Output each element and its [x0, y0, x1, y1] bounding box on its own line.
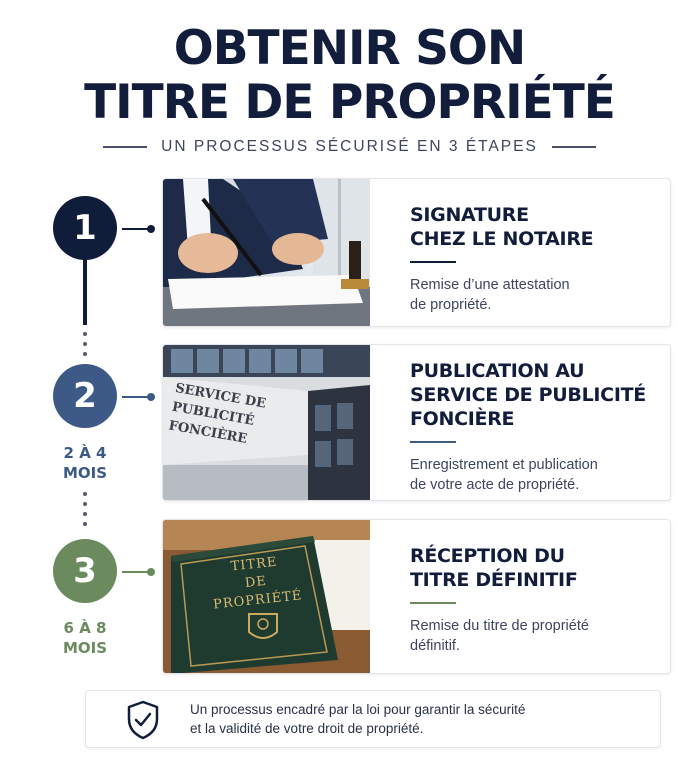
- step-1-number: 1: [53, 196, 117, 260]
- step-3-title: RÉCEPTION DU TITRE DÉFINITIF: [410, 545, 578, 591]
- timeline-dots-1: [83, 332, 87, 362]
- step-3-duration: 6 À 8 MOIS: [62, 619, 108, 657]
- book-cover-text: TITRE DE PROPRIÉTÉ: [212, 554, 304, 613]
- step-1-description: Remise d’une attestation de propriété.: [410, 277, 570, 313]
- step-2-number: 2: [53, 364, 117, 428]
- page-subtitle: UN PROCESSUS SÉCURISÉ EN 3 ÉTAPES: [161, 138, 538, 155]
- page-title-line-2: TITRE DE PROPRIÉTÉ: [84, 75, 615, 130]
- step-2-text: [410, 359, 660, 495]
- subtitle-divider-right: [552, 146, 596, 148]
- step-1-text: [410, 203, 660, 315]
- page-title-line-1: OBTENIR SON: [173, 21, 526, 76]
- subtitle-divider-left: [103, 146, 147, 148]
- step-3-number: 3: [53, 539, 117, 603]
- step-2-rule: [410, 441, 456, 443]
- step-3-connector: [122, 571, 152, 573]
- building-sign-text: SERVICE DE PUBLICITÉ FONCIÈRE: [167, 380, 268, 447]
- footer-text: Un processus encadré par la loi pour garantir la sécurité et la validité de votre droit de propriété.: [190, 702, 526, 736]
- step-1-card: [162, 178, 671, 327]
- step-2-duration: 2 À 4 MOIS: [62, 444, 108, 482]
- step-1-title: SIGNATURE CHEZ LE NOTAIRE: [410, 204, 594, 250]
- step-3-description: Remise du titre de propriété définitif.: [410, 618, 589, 654]
- step-1-rule: [410, 261, 456, 263]
- step-3-text: [410, 544, 660, 656]
- notary-signing-photo: [163, 179, 370, 326]
- subtitle-row: [0, 136, 699, 158]
- footer-note: [85, 690, 661, 748]
- shield-check-icon: [126, 700, 160, 745]
- timeline-dots-2: [83, 492, 87, 532]
- step-3-rule: [410, 602, 456, 604]
- step-1-connector: [122, 228, 152, 230]
- step-2-title: PUBLICATION AU SERVICE DE PUBLICITÉ FONCIÈRE: [410, 360, 646, 430]
- step-2-card: [162, 344, 671, 501]
- step-2-connector: [122, 396, 152, 398]
- step-3-card: [162, 519, 671, 674]
- step-2-description: Enregistrement et publication de votre acte de propriété.: [410, 457, 598, 493]
